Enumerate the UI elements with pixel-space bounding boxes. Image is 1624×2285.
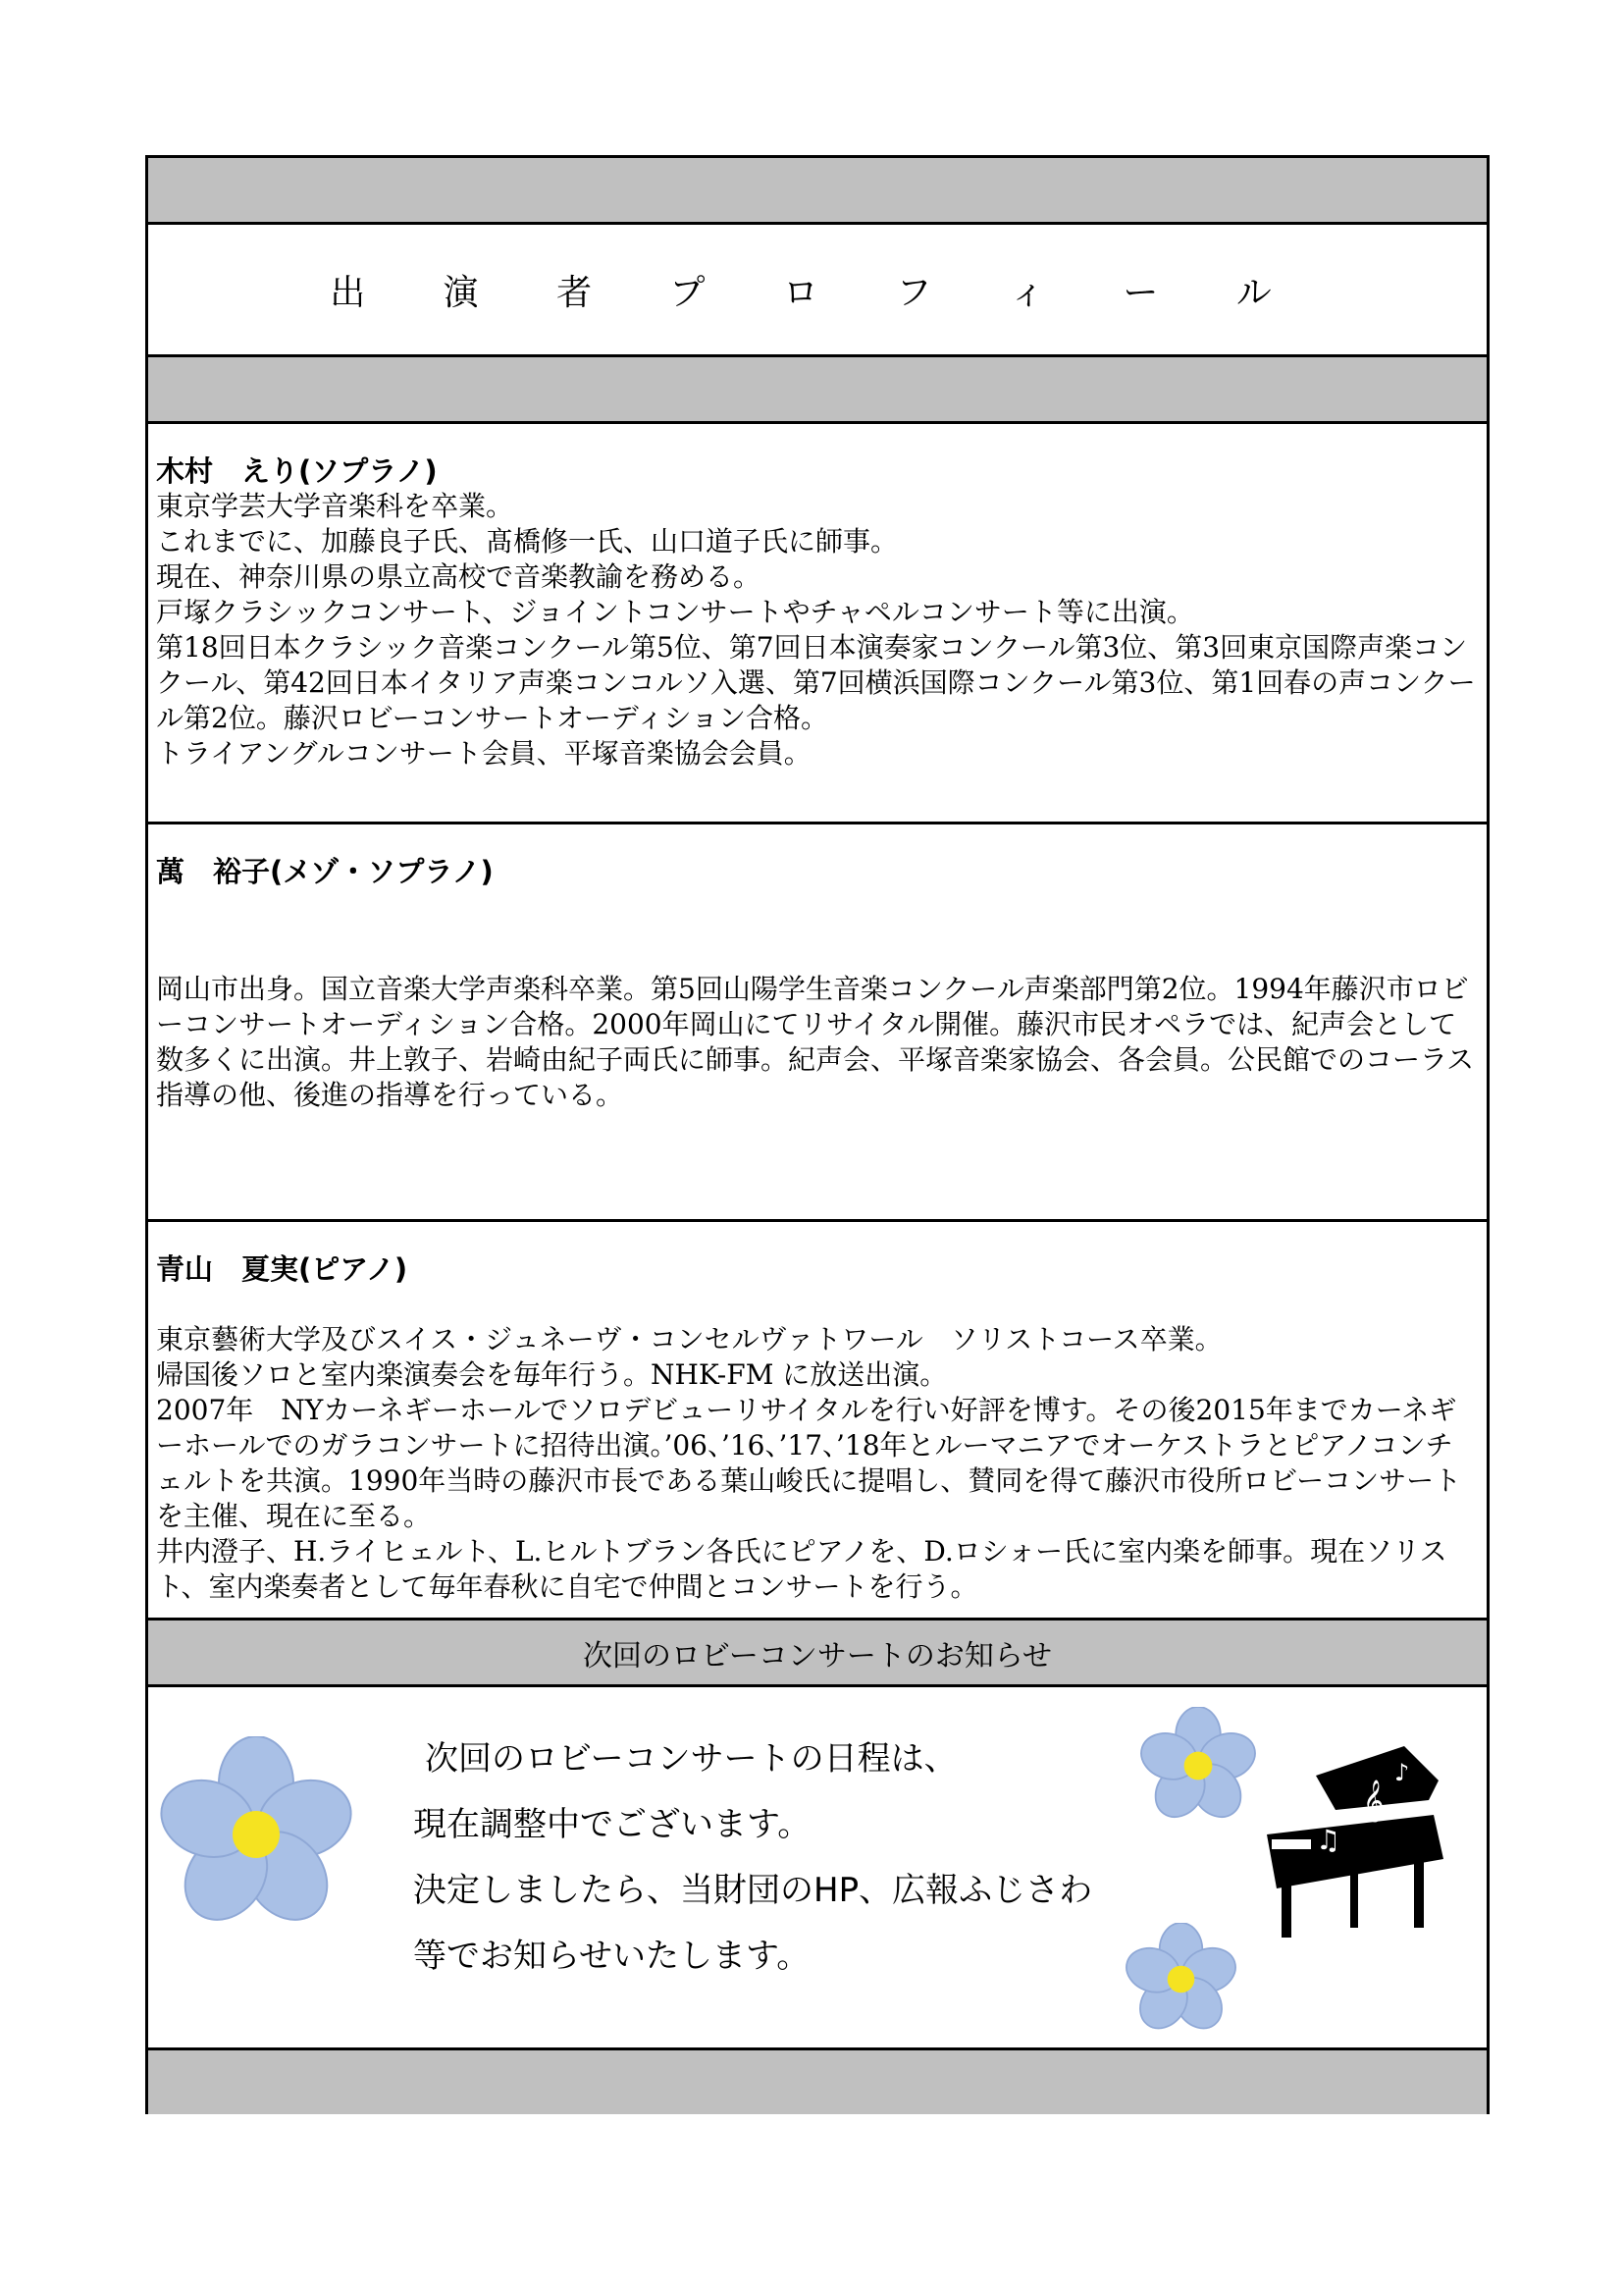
profile-line: 岡山市出身。国立音楽大学声楽科卒業。第5回山陽学生音楽コンクール声楽部門第2位。1994年藤沢市ロビーコンサートオーディション合格。2000年岡山にてリサイタル開催。藤沢市民オペラでは、紀声会として数多くに出演。井上敦子、岩崎由紀子両氏に師事。紀声会、平塚音楽家協会、各会員。公民館でのコーラス指導の他、後進の指導を行っている。 [156, 973, 1475, 1111]
flower-icon [1125, 1923, 1237, 2036]
profile-yorozu [148, 824, 1487, 1222]
notice-line: 現在調整中でございます。 [413, 1805, 812, 1844]
divider-band [148, 357, 1487, 424]
notice-body [148, 1687, 1487, 2050]
profile-line: 戸塚クラシックコンサート、ジョイントコンサートやチャペルコンサート等に出演。 [156, 596, 1194, 628]
profile-line: 東京学芸大学音楽科を卒業。 [156, 490, 514, 522]
notice-text [413, 1727, 1092, 1990]
profile-name: 木村 えり(ソプラノ) [156, 454, 438, 488]
profile-line: 井内澄子、H.ライヒェルト、L.ヒルトブラン各氏にピアノを、D.ロシォー氏に室内楽を師事。現在ソリスト、室内楽奏者として毎年春秋に自宅で仲間とコンサートを行う。 [156, 1535, 1447, 1603]
profile-aoyama [148, 1222, 1487, 1621]
profile-line: 第18回日本クラシック音楽コンクール第5位、第7回日本演奏家コンクール第3位、第3回東京国際声楽コンクール、第42回日本イタリア声楽コンコルソ入選、第7回横浜国際コンクール第3位、第1回春の声コンクール第2位。藤沢ロビーコンサートオーディション合格。 [156, 631, 1476, 734]
flower-icon [1139, 1707, 1257, 1825]
notice-heading: 次回のロビーコンサートのお知らせ [148, 1621, 1487, 1687]
profile-kimura [148, 424, 1487, 824]
profile-line: トライアングルコンサート会員、平塚音楽協会会員。 [156, 737, 812, 770]
grand-piano-icon [1257, 1741, 1453, 1947]
svg-text:𝄞: 𝄞 [1363, 1780, 1385, 1821]
profile-line: 現在、神奈川県の県立高校で音楽教諭を務める。 [156, 560, 761, 593]
profile-name: 青山 夏実(ピアノ) [156, 1252, 408, 1286]
notice-line: 等でお知らせいたします。 [413, 1937, 811, 1976]
bottom-band [148, 2050, 1487, 2114]
page-frame [145, 155, 1490, 2114]
profile-name: 萬 裕子(メゾ・ソプラノ) [156, 855, 494, 888]
profile-line: 東京藝術大学及びスイス・ジュネーヴ・コンセルヴァトワール ソリストコース卒業。 [156, 1323, 1223, 1355]
flower-icon [158, 1736, 354, 1933]
svg-text:♫: ♫ [1316, 1824, 1341, 1856]
notice-line: 決定しましたら、当財団のHP、広報ふじさわ [413, 1871, 1093, 1910]
top-band [148, 158, 1487, 225]
svg-text:♪: ♪ [1394, 1759, 1410, 1786]
notice-line: 次回のロビーコンサートの日程は、 [425, 1739, 958, 1779]
page-title: 出 演 者 プ ロ フ ィ ー ル [148, 225, 1487, 357]
profile-line: 2007年 NYカーネギーホールでソロデビューリサイタルを行い好評を博す。その後2015年までカーネギーホールでのガラコンサートに招待出演。’06、’16、’17、’18年とルーマニアでオーケストラとピアノコンチェルトを共演。1990年当時の藤沢市長である葉山峻氏に提唱し、賛同を得て藤沢市役所ロビーコンサートを主催、現在に至る。 [156, 1394, 1462, 1532]
profile-line: 帰国後ソロと室内楽演奏会を毎年行う。NHK-FM に放送出演。 [156, 1358, 948, 1391]
profile-line: これまでに、加藤良子氏、髙橋修一氏、山口道子氏に師事。 [156, 525, 899, 558]
